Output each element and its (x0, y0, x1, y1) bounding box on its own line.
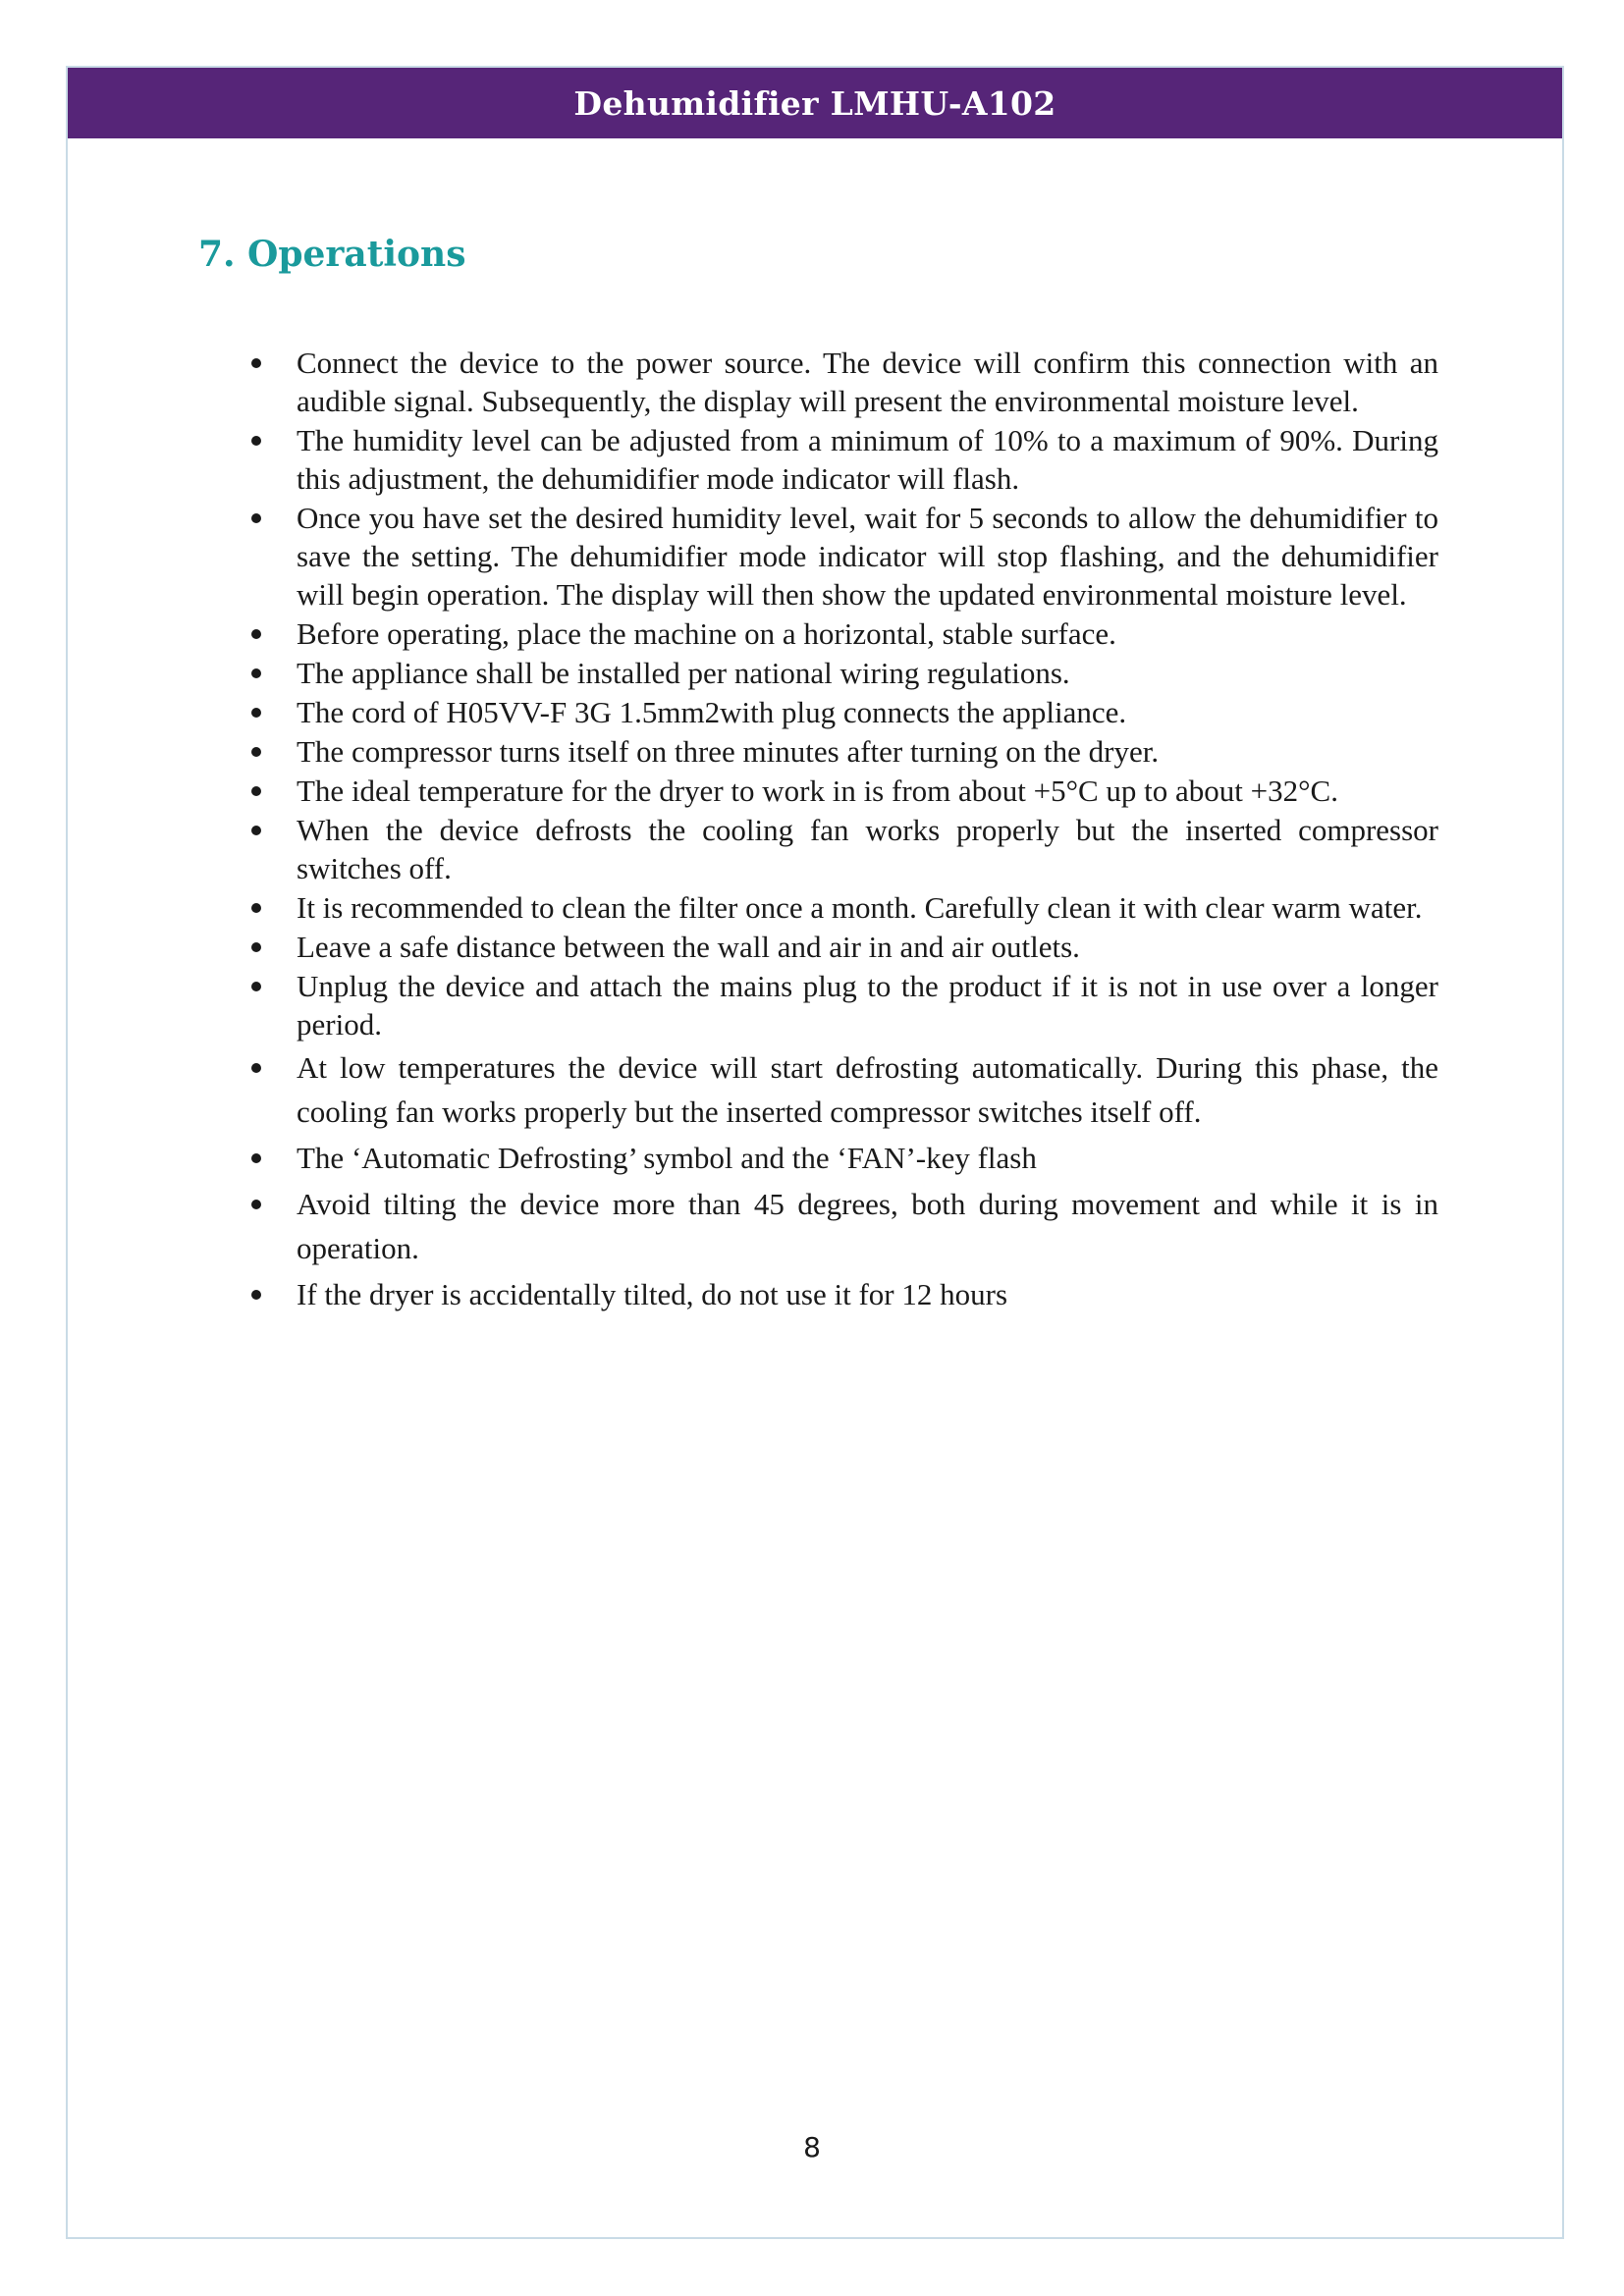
list-item: Leave a safe distance between the wall and air in and air outlets. (245, 928, 1438, 966)
operations-list (245, 344, 1438, 1317)
list-item: Once you have set the desired humidity level, wait for 5 seconds to allow the dehumidifier to save the setting. The dehumidifier mode indicator will stop flashing, and the dehumidifier will begin operation. The display will then show the updated environmental moisture level. (245, 499, 1438, 614)
bullet-icon (251, 708, 261, 718)
bullet-icon (251, 436, 261, 446)
document-title: Dehumidifier LMHU-A102 (573, 83, 1056, 123)
list-item: The appliance shall be installed per national wiring regulations. (245, 654, 1438, 692)
list-item: It is recommended to clean the filter once a month. Carefully clean it with clear warm water. (245, 888, 1438, 927)
list-item: At low temperatures the device will start defrosting automatically. During this phase, the cooling fan works properly but the inserted compressor switches itself off. (245, 1045, 1438, 1134)
bullet-icon (251, 826, 261, 835)
section-title: Operations (247, 234, 466, 275)
bullet-icon (251, 942, 261, 952)
page-number: 8 (803, 2131, 821, 2163)
bullet-icon (251, 1290, 261, 1300)
list-item: Before operating, place the machine on a horizontal, stable surface. (245, 614, 1438, 653)
list-item: Connect the device to the power source. The device will confirm this connection with an audible signal. Subsequently, the display will present the environmental moisture level. (245, 344, 1438, 420)
list-item: The humidity level can be adjusted from a minimum of 10% to a maximum of 90%. During this adjustment, the dehumidifier mode indicator will flash. (245, 421, 1438, 498)
bullet-icon (251, 668, 261, 678)
bullet-icon (251, 747, 261, 757)
list-item: The cord of H05VV-F 3G 1.5mm2with plug connects the appliance. (245, 693, 1438, 731)
bullet-icon (251, 358, 261, 368)
document-header (68, 68, 1562, 138)
list-item: If the dryer is accidentally tilted, do not use it for 12 hours (245, 1272, 1438, 1316)
list-item: The ‘Automatic Defrosting’ symbol and the ‘FAN’-key flash (245, 1136, 1438, 1180)
list-item: The compressor turns itself on three minutes after turning on the dryer. (245, 732, 1438, 771)
bullet-icon (251, 982, 261, 991)
section-number: 7. (198, 234, 236, 275)
bullet-icon (251, 903, 261, 913)
bullet-icon (251, 786, 261, 796)
bullet-icon (251, 1063, 261, 1073)
list-item: Unplug the device and attach the mains plug to the product if it is not in use over a longer period. (245, 967, 1438, 1043)
list-item: The ideal temperature for the dryer to work in is from about +5°C up to about +32°C. (245, 772, 1438, 810)
list-item: When the device defrosts the cooling fan works properly but the inserted compressor switches off. (245, 811, 1438, 887)
section-heading (198, 234, 466, 275)
bullet-icon (251, 1200, 261, 1209)
bullet-icon (251, 629, 261, 639)
bullet-icon (251, 1153, 261, 1163)
bullet-icon (251, 513, 261, 523)
list-item: Avoid tilting the device more than 45 degrees, both during movement and while it is in operation. (245, 1182, 1438, 1270)
